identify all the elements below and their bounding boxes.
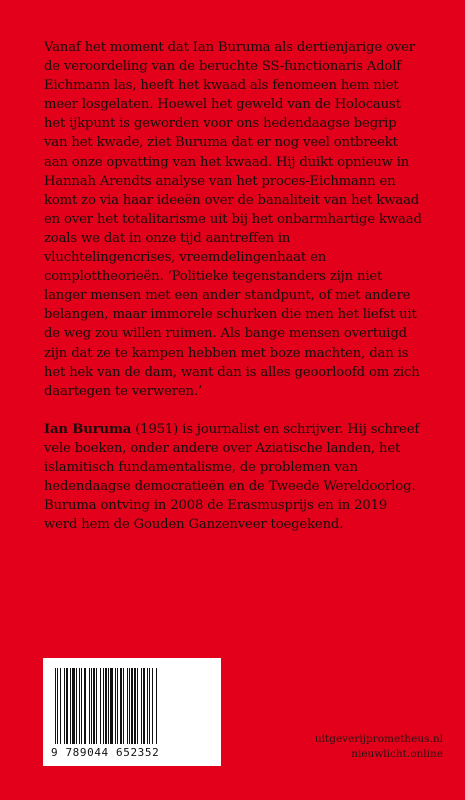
back-cover-blurb xyxy=(44,38,422,534)
publisher-urls xyxy=(315,732,443,762)
barcode-bars xyxy=(55,668,209,744)
publisher-url-nieuwlicht: nieuwlicht.online xyxy=(351,748,443,760)
isbn-digits: 9 789044 652352 xyxy=(51,746,160,759)
isbn-barcode xyxy=(43,658,221,766)
author-name: Ian Buruma xyxy=(44,421,132,437)
author-bio-text: (1951) is journalist en schrijver. Hij schreef vele boeken, onder andere over Aziatische landen, het islamitisch fundamentalisme, de problemen van hedendaagse democratieën en de Tweede Wereldoorlog. Buruma ontving in 2008 de Erasmusprijs en in 2019 werd hem de Gouden Ganzenveer toegekend. xyxy=(44,421,420,533)
description-paragraph: Vanaf het moment dat Ian Buruma als dertienjarige over de veroordeling van de beruchte SS-functionaris Adolf Eichmann las, heeft het kwaad als fenomeen hem niet meer losgelaten. Hoewel het geweld van de Holocaust het ijkpunt is geworden voor ons hedendaagse begrip van het kwade, ziet Buruma dat er nog veel ontbreekt aan onze opvatting van het kwaad. Hij duikt opnieuw in Hannah Arendts analyse van het proces-Eichmann en komt zo via haar ideeën over de banaliteit van het kwaad en over het totalitarisme uit bij het onbarmhartige kwaad zoals we dat in onze tijd aantreffen in vluchtelingencrises, vreemdelingenhaat en complottheorieën. ‘Politieke tegenstanders zijn niet langer mensen met een ander standpunt, of met andere belangen, maar immorele schurken die men het liefst uit de weg zou willen ruimen. Als bange mensen overtuigd zijn dat ze te kampen hebben met boze machten, dan is het hek van de dam, want dan is alles geoorloofd om zich daartegen te verweren.’ xyxy=(44,40,422,399)
author-bio-paragraph xyxy=(44,420,422,535)
publisher-url-prometheus: uitgeverijprometheus.nl xyxy=(314,733,443,745)
